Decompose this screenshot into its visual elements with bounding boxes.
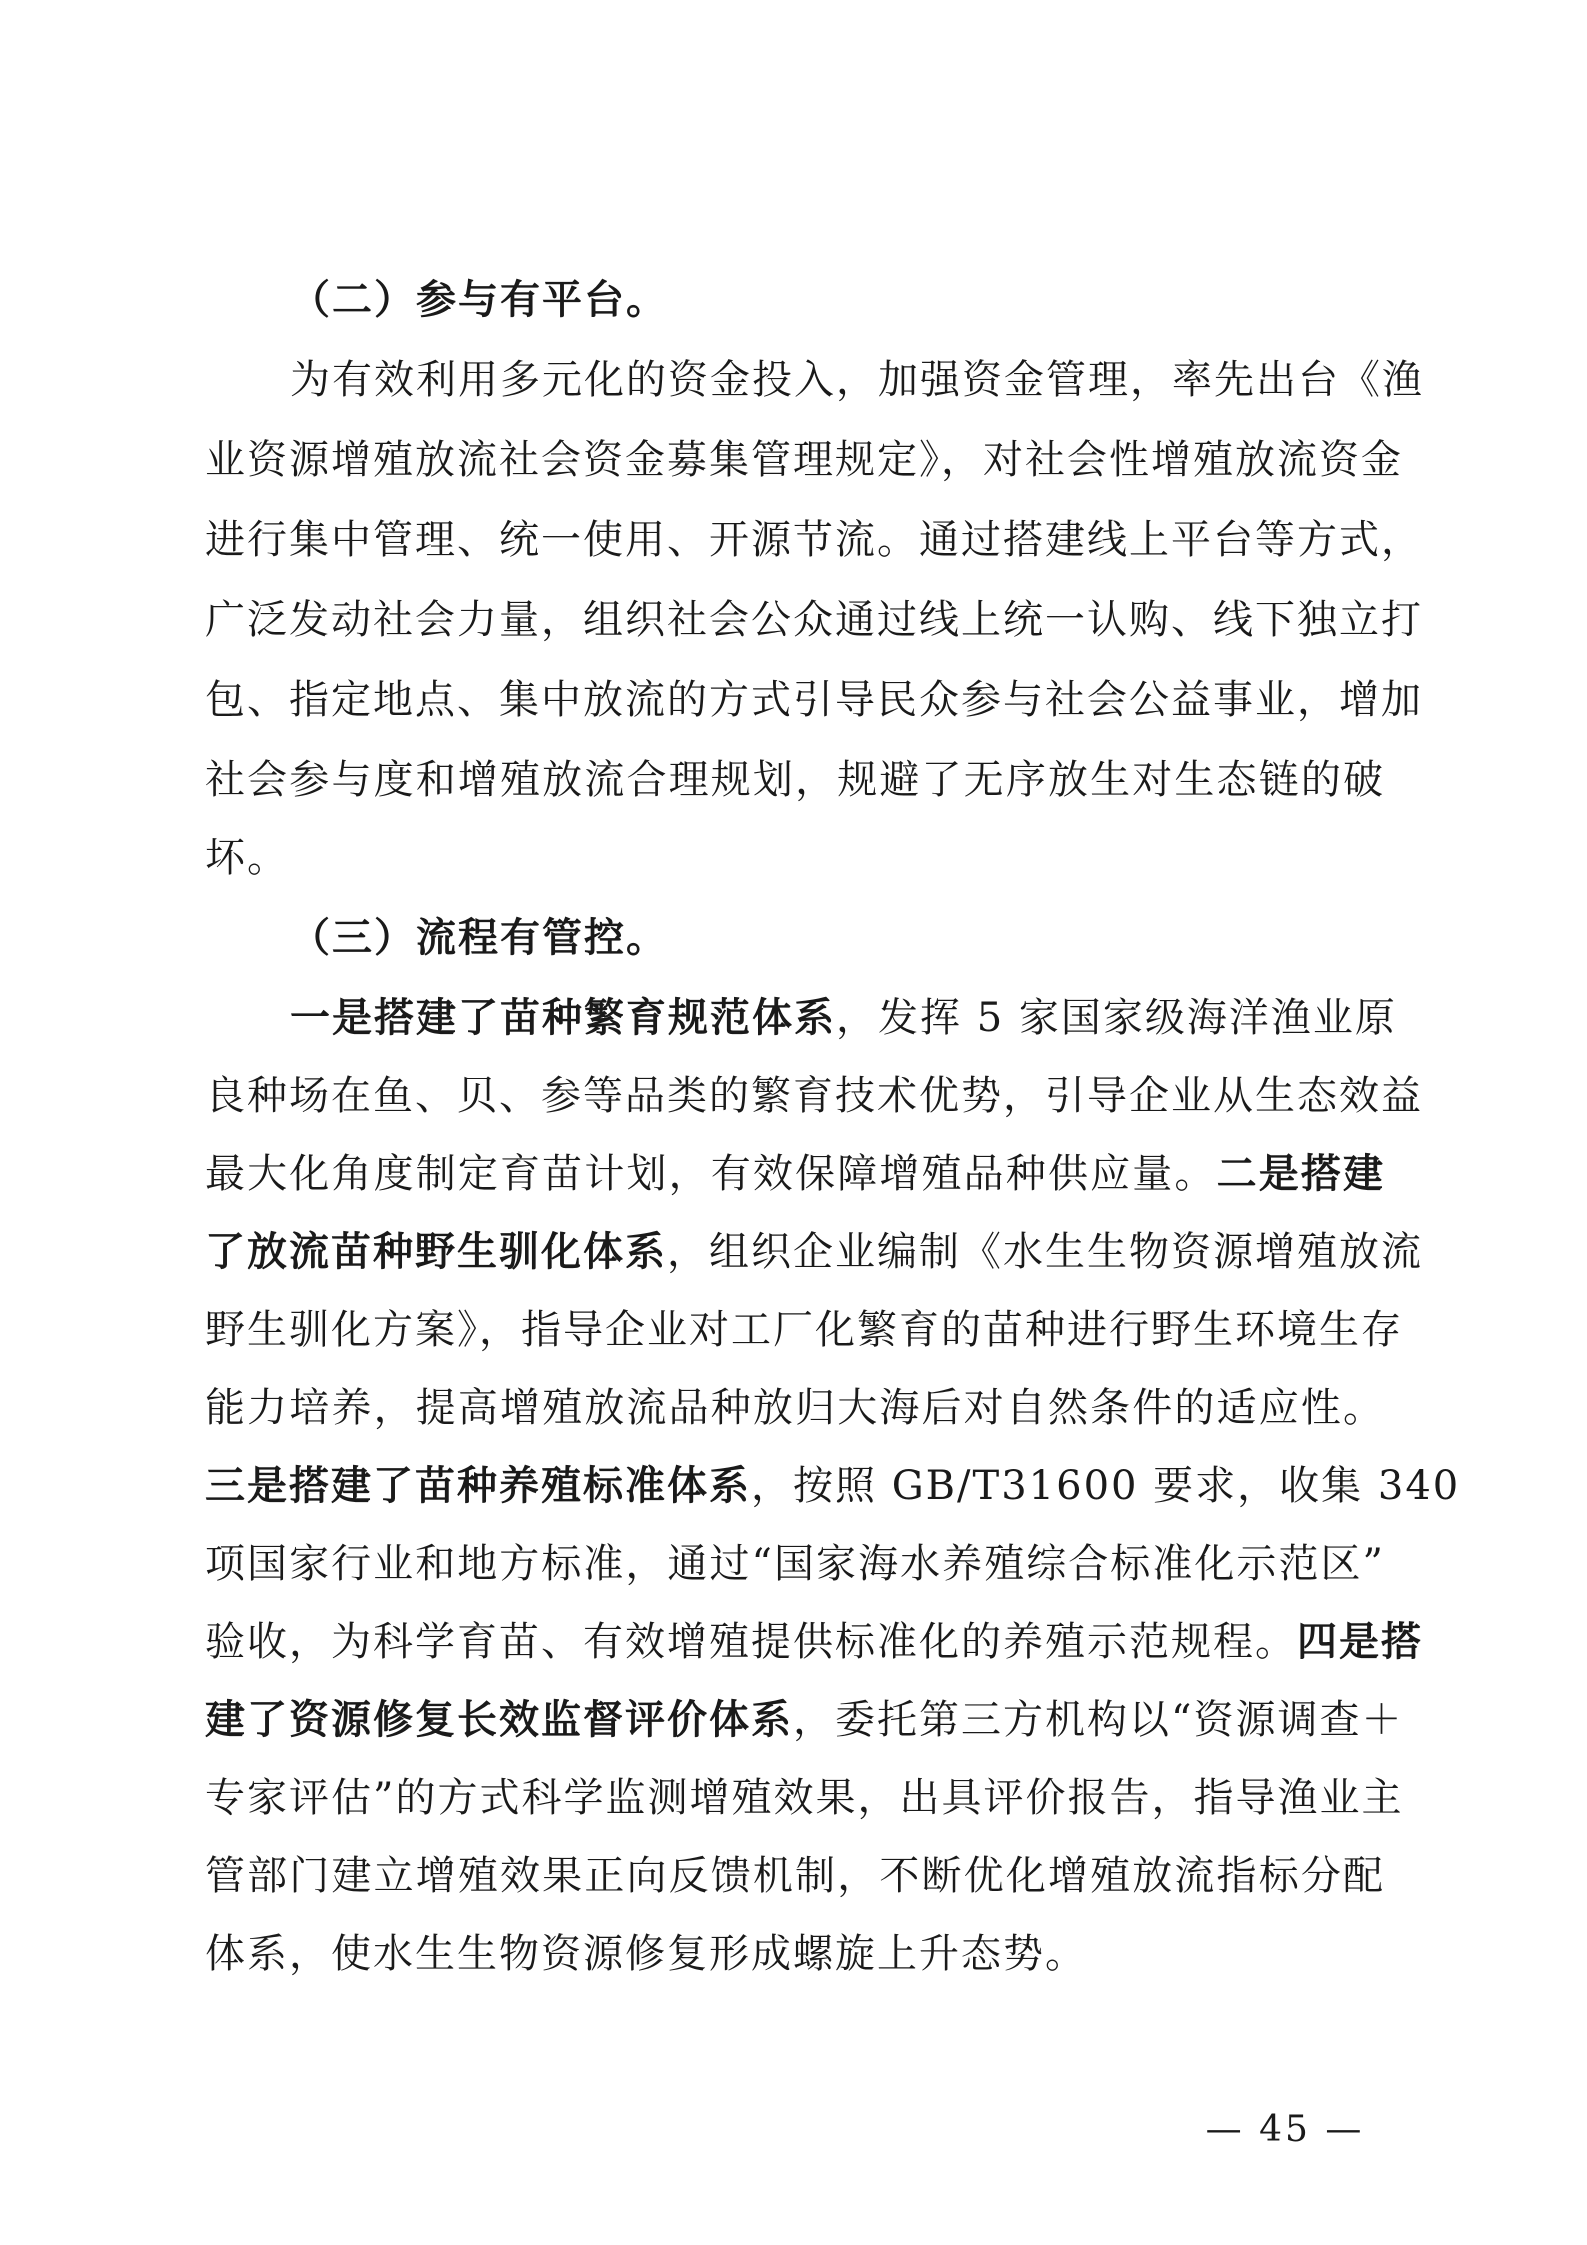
paragraph-line bbox=[290, 988, 1397, 1048]
line-text: ，发挥 5 家国家级海洋渔业原 bbox=[836, 995, 1397, 1041]
section-heading-2: （二）参与有平台。 bbox=[290, 276, 668, 323]
bold-lead-2-cont: 了放流苗种野生驯化体系 bbox=[205, 1228, 667, 1275]
page-number: — 45 — bbox=[1205, 2109, 1365, 2150]
paragraph-line: 能力培养，提高增殖放流品种放归大海后对自然条件的适应性。 bbox=[205, 1385, 1385, 1431]
paragraph-line: 野生驯化方案》，指导企业对工厂化繁育的苗种进行野生环境生存 bbox=[205, 1307, 1403, 1353]
paragraph-line bbox=[205, 1144, 1385, 1204]
paragraph-line bbox=[205, 1690, 1404, 1750]
paragraph-line: 专家评估”的方式科学监测增殖效果，出具评价报告，指导渔业主 bbox=[205, 1775, 1404, 1821]
paragraph-line: 包、指定地点、集中放流的方式引导民众参与社会公益事业，增加 bbox=[205, 677, 1423, 723]
paragraph-line bbox=[205, 1612, 1423, 1672]
paragraph-line: 体系，使水生生物资源修复形成螺旋上升态势。 bbox=[205, 1931, 1087, 1977]
paragraph-line: 管部门建立增殖效果正向反馈机制，不断优化增殖放流指标分配 bbox=[205, 1853, 1385, 1899]
paragraph-line bbox=[205, 1222, 1423, 1282]
paragraph-line: 项国家行业和地方标准，通过“国家海水养殖综合标准化示范区” bbox=[205, 1541, 1385, 1587]
line-text: ，委托第三方机构以“资源调查＋ bbox=[793, 1697, 1404, 1743]
line-text: 最大化角度制定育苗计划，有效保障增殖品种供应量。 bbox=[205, 1151, 1217, 1197]
bold-lead-3: 三是搭建了苗种养殖标准体系 bbox=[205, 1462, 751, 1509]
paragraph-line: 社会参与度和增殖放流合理规划，规避了无序放生对生态链的破 bbox=[205, 757, 1385, 803]
bold-lead-4-cont: 建了资源修复长效监督评价体系 bbox=[205, 1696, 793, 1743]
bold-lead-2: 二是搭建 bbox=[1216, 1150, 1386, 1197]
paragraph-line: 广泛发动社会力量，组织社会公众通过线上统一认购、线下独立打 bbox=[205, 597, 1423, 643]
bold-lead-1: 一是搭建了苗种繁育规范体系 bbox=[290, 994, 836, 1041]
line-text: ，按照 GB/T31600 要求，收集 340 bbox=[751, 1463, 1461, 1509]
paragraph-line: 进行集中管理、统一使用、开源节流。通过搭建线上平台等方式， bbox=[205, 517, 1423, 563]
paragraph-line: 坏。 bbox=[205, 835, 289, 881]
paragraph-line bbox=[205, 1456, 1461, 1516]
bold-lead-4: 四是搭 bbox=[1297, 1618, 1423, 1665]
paragraph-line: 业资源增殖放流社会资金募集管理规定》，对社会性增殖放流资金 bbox=[205, 437, 1403, 483]
section-heading-3: （三）流程有管控。 bbox=[290, 914, 668, 961]
line-text: ，组织企业编制《水生生物资源增殖放流 bbox=[667, 1229, 1423, 1275]
paragraph-line: 良种场在鱼、贝、参等品类的繁育技术优势，引导企业从生态效益 bbox=[205, 1073, 1423, 1119]
line-text: 验收，为科学育苗、有效增殖提供标准化的养殖示范规程。 bbox=[205, 1619, 1297, 1665]
paragraph-line: 为有效利用多元化的资金投入，加强资金管理，率先出台《渔 bbox=[290, 357, 1424, 403]
